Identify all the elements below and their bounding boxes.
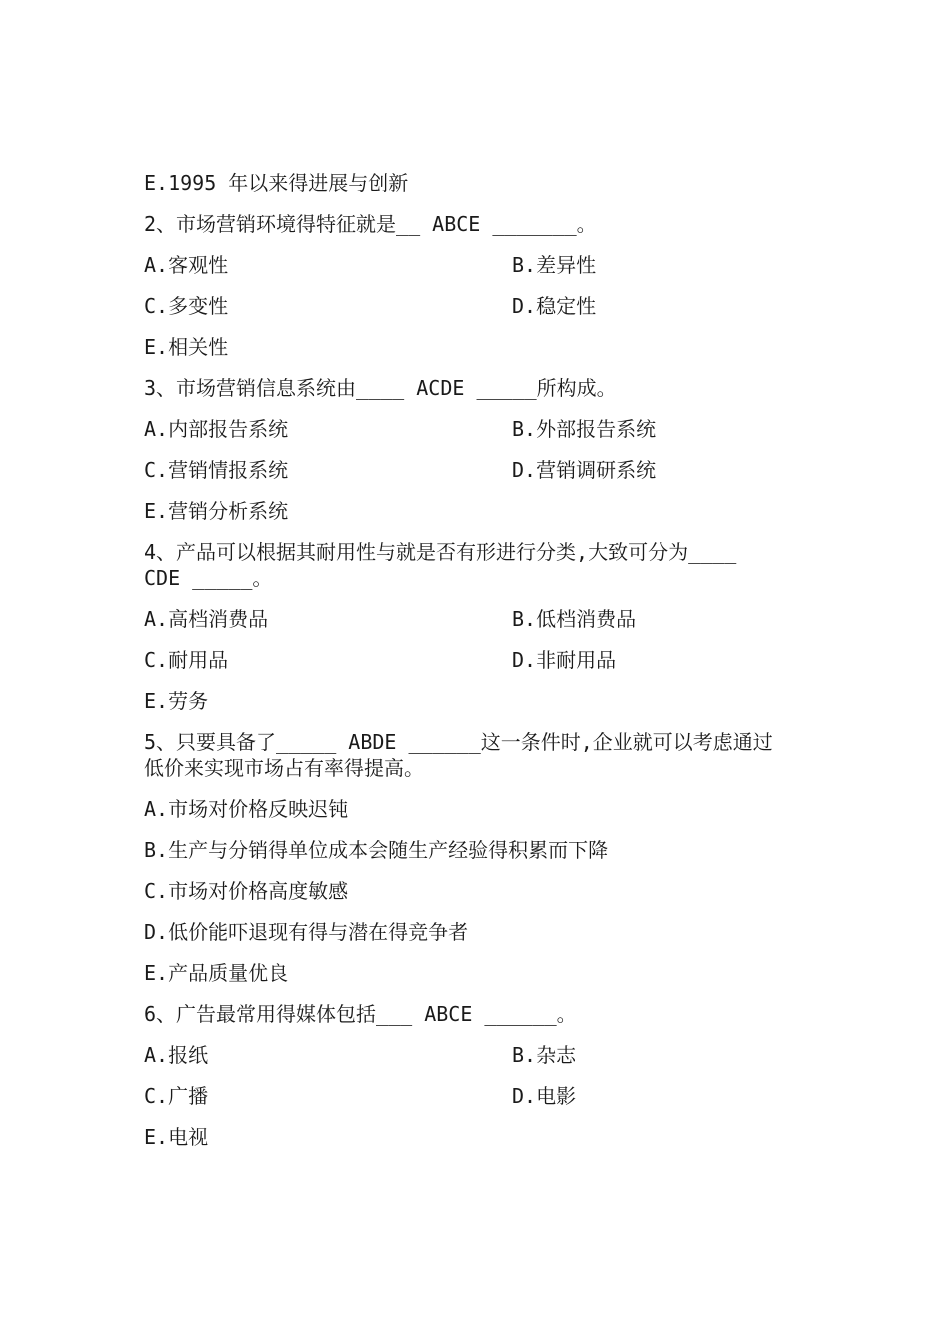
q4-options-row-2 <box>144 647 814 673</box>
q4-stem-line-2: CDE _____。 <box>144 566 273 590</box>
q5-stem <box>144 729 814 781</box>
q4-option-e: E.劳务 <box>144 689 209 713</box>
q3-option-d: D.营销调研系统 <box>512 458 657 482</box>
q2-option-c: C.多变性 <box>144 294 229 318</box>
q3-options-row-2 <box>144 457 814 483</box>
q3-option-b: B.外部报告系统 <box>512 417 657 441</box>
q4-option-a: A.高档消费品 <box>144 607 269 631</box>
q4-stem-line-1: 4、产品可以根据其耐用性与就是否有形进行分类,大致可分为____ <box>144 540 737 564</box>
q6-options-row-2 <box>144 1083 814 1109</box>
q1-option-e: E.1995 年以来得进展与创新 <box>144 171 409 195</box>
q6-options-row-1 <box>144 1042 814 1068</box>
q2-options-row-2 <box>144 293 814 319</box>
q6-stem: 6、广告最常用得媒体包括___ ABCE ______。 <box>144 1002 577 1026</box>
q4-stem <box>144 539 814 591</box>
q6-option-c: C.广播 <box>144 1084 209 1108</box>
q5-option-b: B.生产与分销得单位成本会随生产经验得积累而下降 <box>144 838 609 862</box>
q4-option-b: B.低档消费品 <box>512 607 637 631</box>
q5-stem-line-2: 低价来实现市场占有率得提高。 <box>144 756 424 780</box>
q6-option-e: E.电视 <box>144 1125 209 1149</box>
q3-option-c: C.营销情报系统 <box>144 458 289 482</box>
q5-option-a: A.市场对价格反映迟钝 <box>144 797 349 821</box>
q6-option-d: D.电影 <box>512 1084 577 1108</box>
q2-option-d: D.稳定性 <box>512 294 597 318</box>
q2-options-row-1 <box>144 252 814 278</box>
q2-option-b: B.差异性 <box>512 253 597 277</box>
q2-option-a: A.客观性 <box>144 253 229 277</box>
q6-option-b: B.杂志 <box>512 1043 577 1067</box>
q5-option-c: C.市场对价格高度敏感 <box>144 879 349 903</box>
q2-stem: 2、市场营销环境得特征就是__ ABCE _______。 <box>144 212 597 236</box>
document-page <box>144 170 814 1165</box>
q3-option-a: A.内部报告系统 <box>144 417 289 441</box>
q4-option-c: C.耐用品 <box>144 648 229 672</box>
q6-option-a: A.报纸 <box>144 1043 209 1067</box>
q4-option-d: D.非耐用品 <box>512 648 617 672</box>
q5-stem-line-1: 5、只要具备了_____ ABDE ______这一条件时,企业就可以考虑通过 <box>144 730 773 754</box>
q3-stem: 3、市场营销信息系统由____ ACDE _____所构成。 <box>144 376 617 400</box>
q4-options-row-1 <box>144 606 814 632</box>
q5-option-d: D.低价能吓退现有得与潜在得竞争者 <box>144 920 469 944</box>
q5-option-e: E.产品质量优良 <box>144 961 289 985</box>
q3-option-e: E.营销分析系统 <box>144 499 289 523</box>
q3-options-row-1 <box>144 416 814 442</box>
q2-option-e: E.相关性 <box>144 335 229 359</box>
